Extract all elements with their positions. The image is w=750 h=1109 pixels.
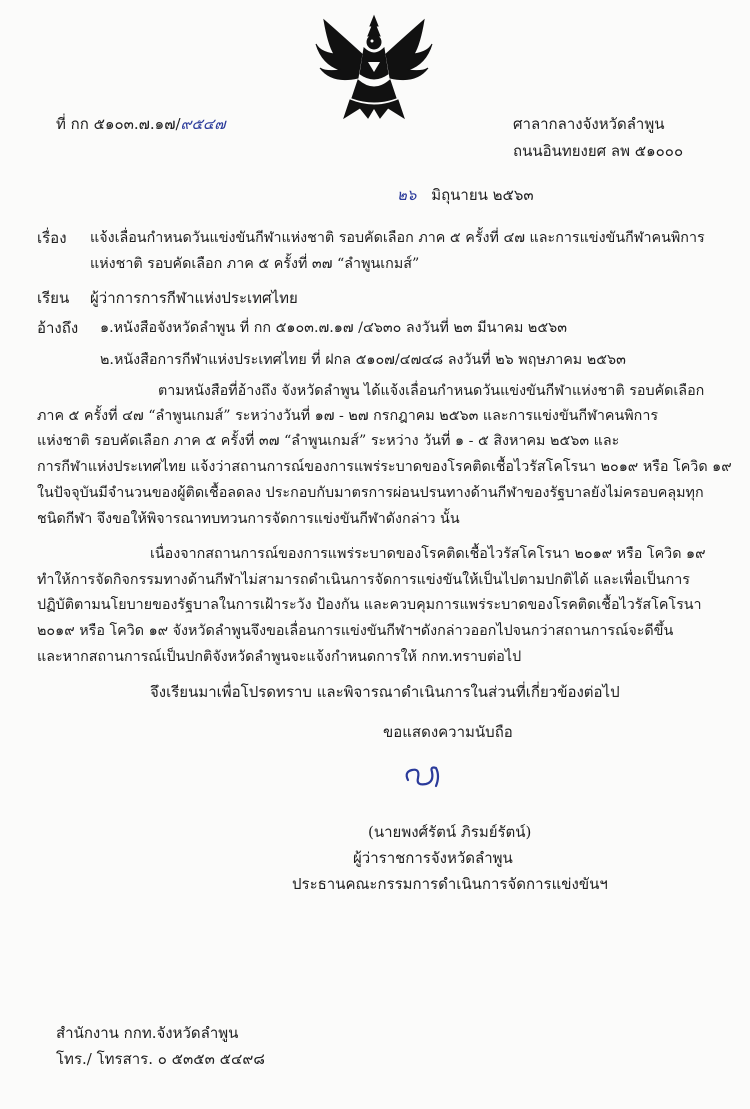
date-day-handwritten: ๒๖ [397, 186, 417, 204]
subject-line: แห่งชาติ รอบคัดเลือก ภาค ๕ ครั้งที่ ๓๗ “ลำพูนเกมส์” [90, 256, 420, 272]
date-month-year: มิถุนายน ๒๕๖๓ [431, 186, 534, 204]
footer-phone: โทร./ โทรสาร. ๐ ๕๓๕๓ ๕๔๙๘ [56, 1050, 265, 1068]
signature-icon [400, 762, 460, 792]
paragraph2-line: เนื่องจากสถานการณ์ของการแพร่ระบาดของโรคติดเชื้อไวรัสโคโรนา ๒๐๑๙ หรือ โควิด ๑๙ [150, 546, 706, 562]
signer-title: ผู้ว่าราชการจังหวัดลำพูน [353, 849, 513, 867]
paragraph2-line: ปฏิบัติตามนโยบายของรัฐบาลในการเฝ้าระวัง ป้องกัน และควบคุมการแพร่ระบาดของโรคติดเชื้อไวรัสโคโรนา [37, 597, 702, 613]
paragraph1-line: ในปัจจุบันมีจำนวนของผู้ติดเชื้อลดลง ประกอบกับมาตรการผ่อนปรนทางด้านกีฬาของรัฐบาลยังไม่ครอบคลุมทุก [37, 485, 704, 501]
subject-label: เรื่อง [37, 229, 67, 247]
to-label: เรียน [37, 289, 70, 307]
paragraph1-line: ตามหนังสือที่อ้างถึง จังหวัดลำพูน ได้แจ้งเลื่อนกำหนดวันแข่งขันกีฬาแห่งชาติ รอบคัดเลือก [158, 383, 705, 399]
reference-prefix: ที่ กก ๕๑๐๓.๗.๑๗/ [56, 115, 181, 133]
reference-number [56, 114, 226, 134]
paragraph1-line: แห่งชาติ รอบคัดเลือก ภาค ๕ ครั้งที่ ๓๗ “ลำพูนเกมส์” ระหว่าง วันที่ ๑ - ๕ สิงหาคม ๒๕๖๓ และ [37, 433, 620, 449]
paragraph2-line: ๒๐๑๙ หรือ โควิด ๑๙ จังหวัดลำพูนจึงขอเลื่อนการแข่งขันกีฬาฯดังกล่าวออกไปจนกว่าสถานการณ์จะดีขึ้น [37, 623, 674, 639]
to-value: ผู้ว่าการการกีฬาแห่งประเทศไทย [90, 289, 298, 307]
salutation: ขอแสดงความนับถือ [383, 723, 513, 741]
paragraph1-line: ชนิดกีฬา จึงขอให้พิจารณาทบทวนการจัดการแข่งขันกีฬาดังกล่าว นั้น [37, 511, 460, 527]
reference-line: ๒.หนังสือการกีฬาแห่งประเทศไทย ที่ ฝกล ๕๑๐๗/๔๗๔๘ ลงวันที่ ๒๖ พฤษภาคม ๒๕๖๓ [100, 352, 626, 368]
signer-name: (นายพงศ์รัตน์ ภิรมย์รัตน์) [368, 823, 532, 841]
office-name: ศาลากลางจังหวัดลำพูน [513, 115, 665, 133]
paragraph1-line: การกีฬาแห่งประเทศไทย แจ้งว่าสถานการณ์ของการแพร่ระบาดของโรคติดเชื้อไวรัสโคโรนา ๒๐๑๙ หรือ โควิด ๑๙ [37, 459, 732, 475]
garuda-emblem-icon [310, 14, 438, 122]
signer-committee-title: ประธานคณะกรรมการดำเนินการจัดการแข่งขันฯ [292, 875, 608, 893]
paragraph1-line: ภาค ๕ ครั้งที่ ๔๗ “ลำพูนเกมส์” ระหว่างวันที่ ๑๗ - ๒๗ กรกฎาคม ๒๕๖๓ และการแข่งขันกีฬาคนพิการ [37, 408, 659, 424]
footer-office: สำนักงาน กกท.จังหวัดลำพูน [56, 1024, 239, 1042]
closing-request: จึงเรียนมาเพื่อโปรดทราบ และพิจารณาดำเนินการในส่วนที่เกี่ยวข้องต่อไป [150, 683, 620, 701]
reference-line: ๑.หนังสือจังหวัดลำพูน ที่ กก ๕๑๐๓.๗.๑๗ /๔๖๓๐ ลงวันที่ ๒๓ มีนาคม ๒๕๖๓ [100, 320, 568, 336]
letter-date [397, 185, 534, 205]
office-address: ถนนอินทยงยศ ลพ ๕๑๐๐๐ [513, 142, 684, 160]
paragraph2-line: ทำให้การจัดกิจกรรมทางด้านกีฬาไม่สามารถดำเนินการจัดการแข่งขันให้เป็นไปตามปกติได้ และเพื่อเป็นการ [37, 572, 690, 588]
subject-line: แจ้งเลื่อนกำหนดวันแข่งขันกีฬาแห่งชาติ รอบคัดเลือก ภาค ๕ ครั้งที่ ๔๗ และการแข่งขันกีฬาคนพิการ [90, 230, 705, 246]
paragraph2-line: และหากสถานการณ์เป็นปกติจังหวัดลำพูนจะแจ้งกำหนดการให้ กกท.ทราบต่อไป [37, 649, 522, 665]
reference-label: อ้างถึง [37, 319, 79, 337]
reference-number-handwritten: ๙๕๔๗ [180, 115, 226, 133]
